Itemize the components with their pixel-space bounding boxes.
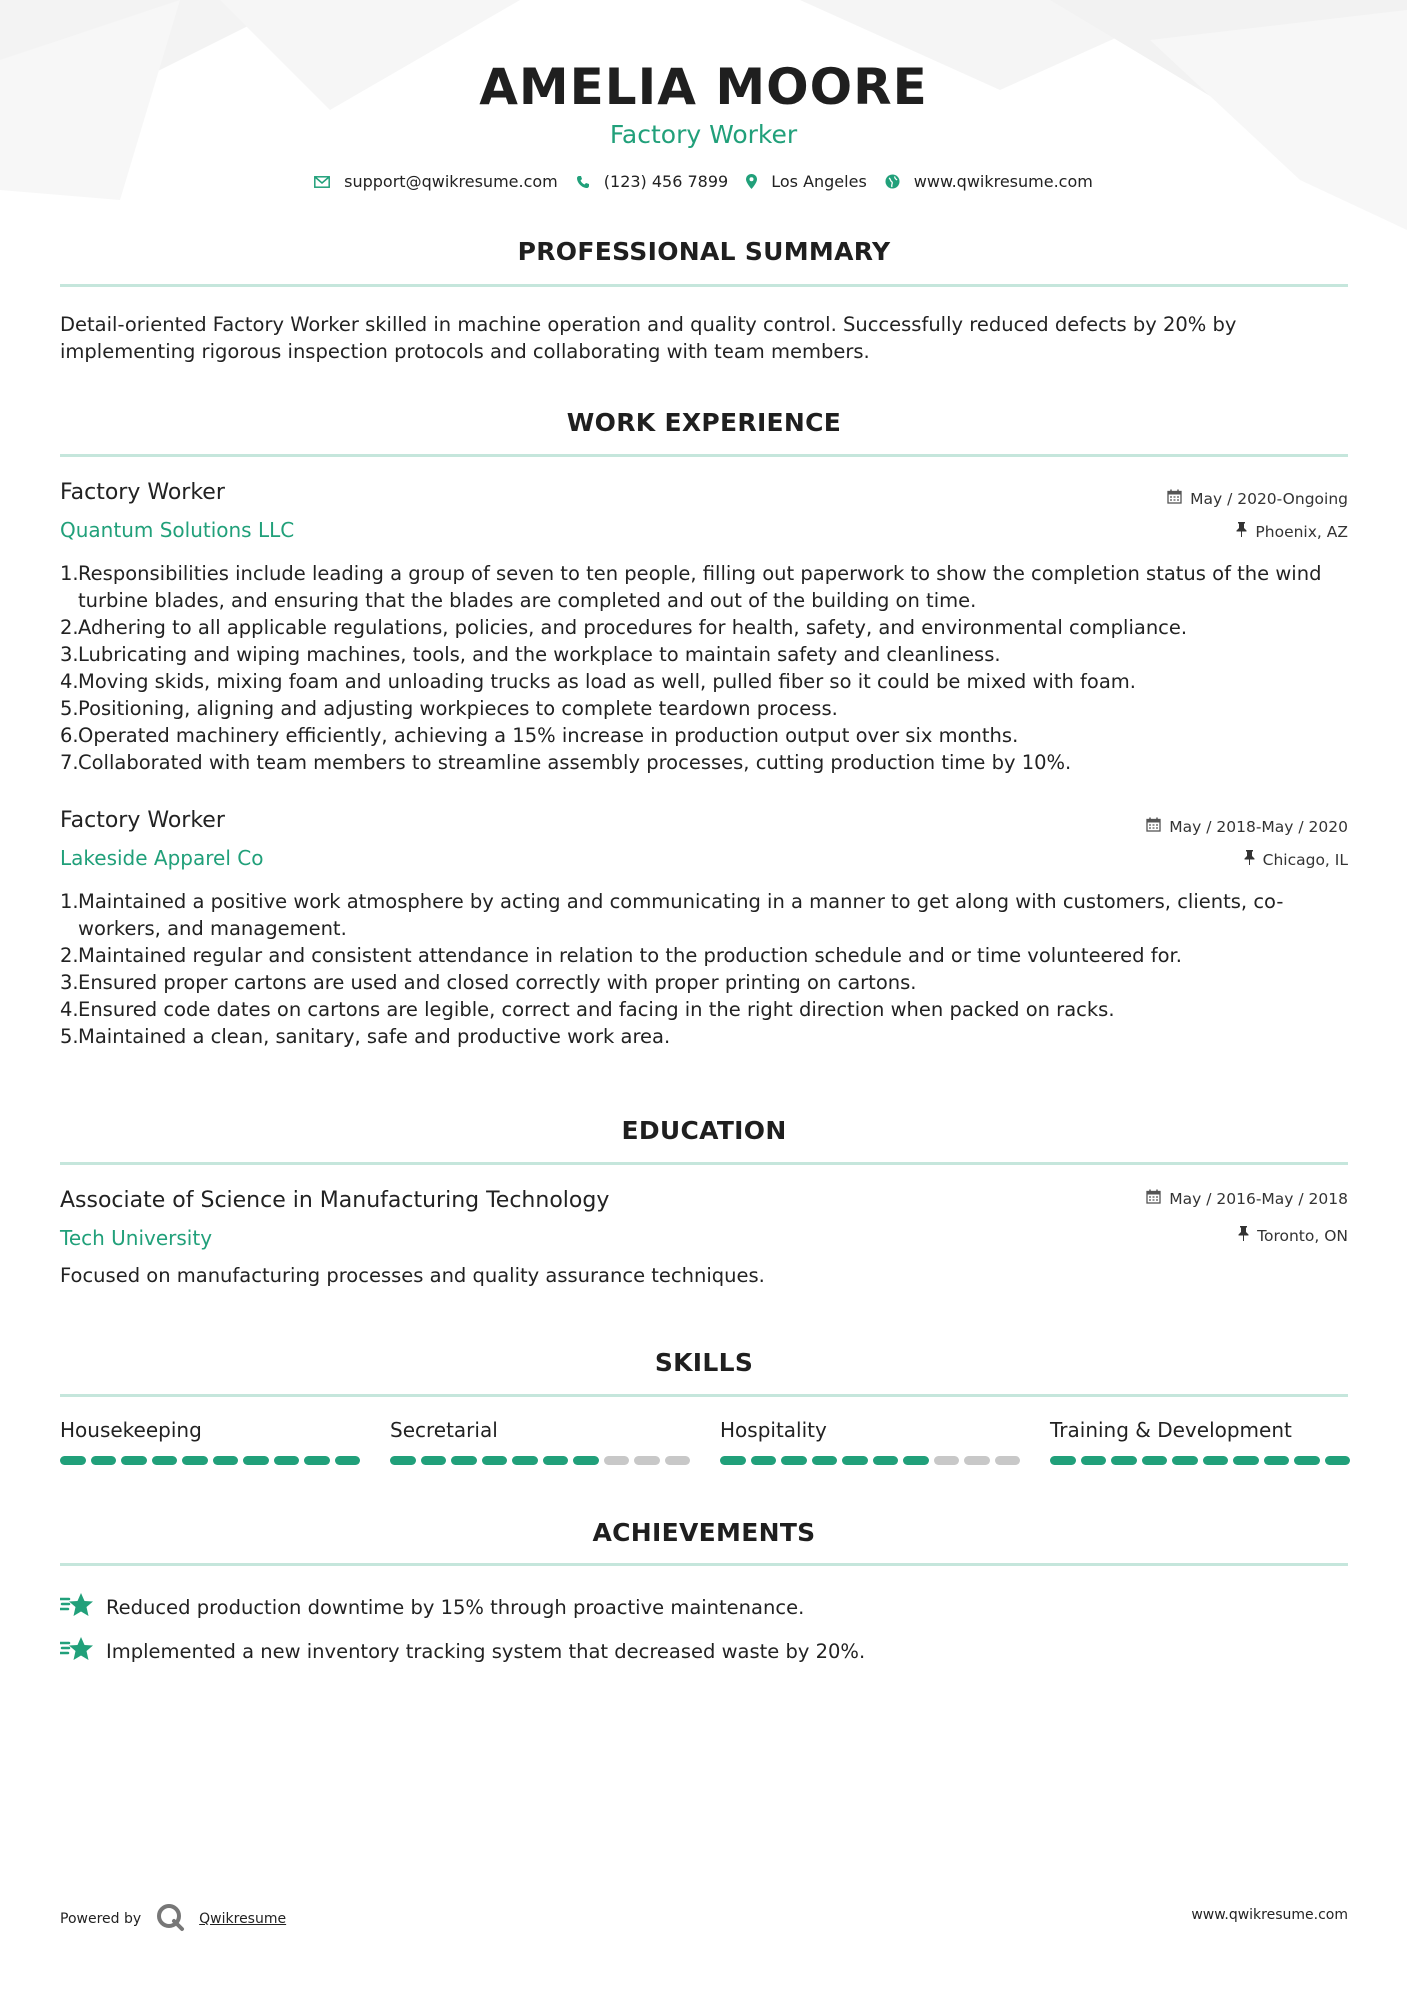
list-item: 6. Operated machinery efficiently, achieving a 15% increase in production output over six months. — [60, 724, 1019, 747]
calendar-icon — [1167, 489, 1182, 508]
achievements-divider — [60, 1563, 1348, 1566]
job-location — [1244, 850, 1348, 869]
calendar-icon — [1146, 817, 1161, 836]
skill-level-dot — [1172, 1456, 1198, 1465]
skill-level-dot — [1050, 1456, 1076, 1465]
list-item: 5. Maintained a clean, sanitary, safe and productive work area. — [60, 1025, 671, 1048]
skill-level-dot — [903, 1456, 929, 1465]
skill-level-dot — [335, 1456, 361, 1465]
skill-label: Training & Development — [1050, 1418, 1292, 1442]
skill-level-dot — [1233, 1456, 1259, 1465]
skills-heading: SKILLS — [654, 1348, 754, 1377]
skill-level-dot — [934, 1456, 960, 1465]
skills-divider — [60, 1394, 1348, 1397]
skill-level-dot — [995, 1456, 1021, 1465]
candidate-name: AMELIA MOORE — [479, 58, 928, 116]
star-icon — [60, 1635, 94, 1668]
candidate-role: Factory Worker — [609, 120, 798, 149]
education-date-text: May / 2016-May / 2018 — [1169, 1189, 1348, 1208]
skill-level-dot — [751, 1456, 777, 1465]
skill-item — [1050, 1418, 1350, 1465]
education-location-text: Toronto, ON — [1257, 1226, 1348, 1245]
job-date-text: May / 2018-May / 2020 — [1169, 817, 1348, 836]
skill-level-dot — [121, 1456, 147, 1465]
contact-email[interactable]: support@qwikresume.com — [344, 172, 558, 191]
skill-level-dot — [1294, 1456, 1320, 1465]
skill-level-bar — [60, 1456, 360, 1465]
achievement-item — [60, 1591, 804, 1624]
skill-level-dot — [573, 1456, 599, 1465]
list-item: 3. Lubricating and wiping machines, tools, and the workplace to maintain safety and cleanliness. — [60, 643, 1001, 666]
list-item: 7. Collaborated with team members to streamline assembly processes, cutting production time by 10%. — [60, 751, 1072, 774]
qwikresume-link[interactable]: Qwikresume — [199, 1911, 287, 1927]
job-title: Factory Worker — [60, 808, 225, 833]
footer-website[interactable]: www.qwikresume.com — [1191, 1907, 1348, 1923]
experience-divider — [60, 454, 1348, 457]
skill-item — [390, 1418, 690, 1465]
skill-level-dot — [634, 1456, 660, 1465]
list-item: 4. Ensured code dates on cartons are legible, correct and facing in the right direction when packed on racks. — [60, 998, 1115, 1021]
skill-level-dot — [1081, 1456, 1107, 1465]
contact-phone[interactable]: (123) 456 7899 — [603, 172, 729, 191]
job-date-text: May / 2020-Ongoing — [1190, 489, 1348, 508]
job-date — [1146, 817, 1348, 836]
contact-website[interactable]: www.qwikresume.com — [913, 172, 1093, 191]
qwikresume-logo-icon — [155, 1902, 185, 1936]
map-pin-icon — [746, 174, 757, 189]
skill-level-dot — [91, 1456, 117, 1465]
skill-level-dot — [604, 1456, 630, 1465]
skill-level-bar — [390, 1456, 690, 1465]
skill-level-dot — [781, 1456, 807, 1465]
job-duties-list — [60, 888, 1350, 1050]
skill-level-dot — [812, 1456, 838, 1465]
school-name: Tech University — [60, 1226, 213, 1250]
skill-level-dot — [1325, 1456, 1351, 1465]
skill-label: Housekeeping — [60, 1418, 202, 1442]
list-item: 2. Adhering to all applicable regulations, policies, and procedures for health, safety, and environmental compliance. — [60, 616, 1188, 639]
list-item: 1. Responsibilities include leading a group of seven to ten people, filling out paperwork to show the completion status of the wind turbine blades, and ensuring that the blades are completed and out of the building on time. — [60, 562, 1322, 612]
calendar-icon — [1146, 1189, 1161, 1208]
star-icon — [60, 1591, 94, 1624]
list-item: 5. Positioning, aligning and adjusting workpieces to complete teardown process. — [60, 697, 838, 720]
education-divider — [60, 1162, 1348, 1165]
skill-label: Hospitality — [720, 1418, 827, 1442]
achievements-heading: ACHIEVEMENTS — [592, 1518, 816, 1547]
skill-level-dot — [873, 1456, 899, 1465]
skill-level-dot — [543, 1456, 569, 1465]
skill-item — [720, 1418, 1020, 1465]
skill-level-dot — [60, 1456, 86, 1465]
skill-level-dot — [451, 1456, 477, 1465]
skill-level-dot — [1111, 1456, 1137, 1465]
skill-level-dot — [182, 1456, 208, 1465]
job-location-text: Chicago, IL — [1262, 850, 1348, 869]
pushpin-icon — [1236, 522, 1247, 541]
skill-level-dot — [482, 1456, 508, 1465]
list-item: 3. Ensured proper cartons are used and closed correctly with proper printing on cartons. — [60, 971, 917, 994]
skill-level-dot — [842, 1456, 868, 1465]
powered-by-label: Powered by — [60, 1911, 142, 1927]
footer-powered-by — [60, 1902, 286, 1936]
skill-level-bar — [720, 1456, 1020, 1465]
skill-level-dot — [152, 1456, 178, 1465]
skill-level-dot — [1142, 1456, 1168, 1465]
education-date — [1146, 1189, 1348, 1208]
summary-divider — [60, 284, 1348, 287]
contact-bar — [0, 172, 1407, 191]
job-location — [1236, 522, 1348, 541]
skills-grid — [60, 1418, 1350, 1478]
achievement-text: Implemented a new inventory tracking system that decreased waste by 20%. — [106, 1640, 866, 1663]
skill-level-dot — [390, 1456, 416, 1465]
pushpin-icon — [1244, 850, 1255, 869]
skill-level-dot — [512, 1456, 538, 1465]
list-item: 2. Maintained regular and consistent attendance in relation to the production schedule and or time volunteered for. — [60, 944, 1182, 967]
job-date — [1167, 489, 1348, 508]
globe-icon — [885, 174, 900, 189]
job-company: Lakeside Apparel Co — [60, 846, 264, 870]
education-heading: EDUCATION — [621, 1116, 787, 1145]
skill-level-dot — [665, 1456, 691, 1465]
skill-level-dot — [1203, 1456, 1229, 1465]
degree-title: Associate of Science in Manufacturing Technology — [60, 1188, 610, 1213]
list-item: 4. Moving skids, mixing foam and unloading trucks as load as well, pulled fiber so it could be mixed with foam. — [60, 670, 1136, 693]
achievement-text: Reduced production downtime by 15% through proactive maintenance. — [106, 1596, 805, 1619]
skill-level-dot — [964, 1456, 990, 1465]
skill-label: Secretarial — [390, 1418, 498, 1442]
contact-location: Los Angeles — [771, 172, 867, 191]
skill-level-dot — [213, 1456, 239, 1465]
experience-heading: WORK EXPERIENCE — [566, 408, 842, 437]
education-description: Focused on manufacturing processes and quality assurance techniques. — [60, 1264, 765, 1287]
skill-level-dot — [304, 1456, 330, 1465]
job-title: Factory Worker — [60, 480, 225, 505]
skill-level-dot — [1264, 1456, 1290, 1465]
list-item: 1. Maintained a positive work atmosphere by acting and communicating in a manner to get along with customers, clients, co-workers, and management. — [60, 890, 1284, 940]
achievement-item — [60, 1635, 865, 1668]
summary-heading: PROFESSIONAL SUMMARY — [517, 237, 891, 266]
summary-text: Detail-oriented Factory Worker skilled in machine operation and quality control. Successfully reduced defects by 20% by implementing rigorous inspection protocols and collaborating with team members. — [60, 313, 1237, 363]
envelope-icon — [314, 176, 330, 188]
skill-level-dot — [720, 1456, 746, 1465]
skill-level-dot — [243, 1456, 269, 1465]
job-duties-list — [60, 560, 1350, 776]
pushpin-icon — [1238, 1226, 1249, 1245]
skill-item — [60, 1418, 360, 1465]
phone-icon — [576, 175, 590, 189]
skill-level-dot — [274, 1456, 300, 1465]
job-location-text: Phoenix, AZ — [1255, 522, 1348, 541]
education-location — [1238, 1226, 1348, 1245]
skill-level-dot — [421, 1456, 447, 1465]
job-company: Quantum Solutions LLC — [60, 518, 295, 542]
skill-level-bar — [1050, 1456, 1350, 1465]
